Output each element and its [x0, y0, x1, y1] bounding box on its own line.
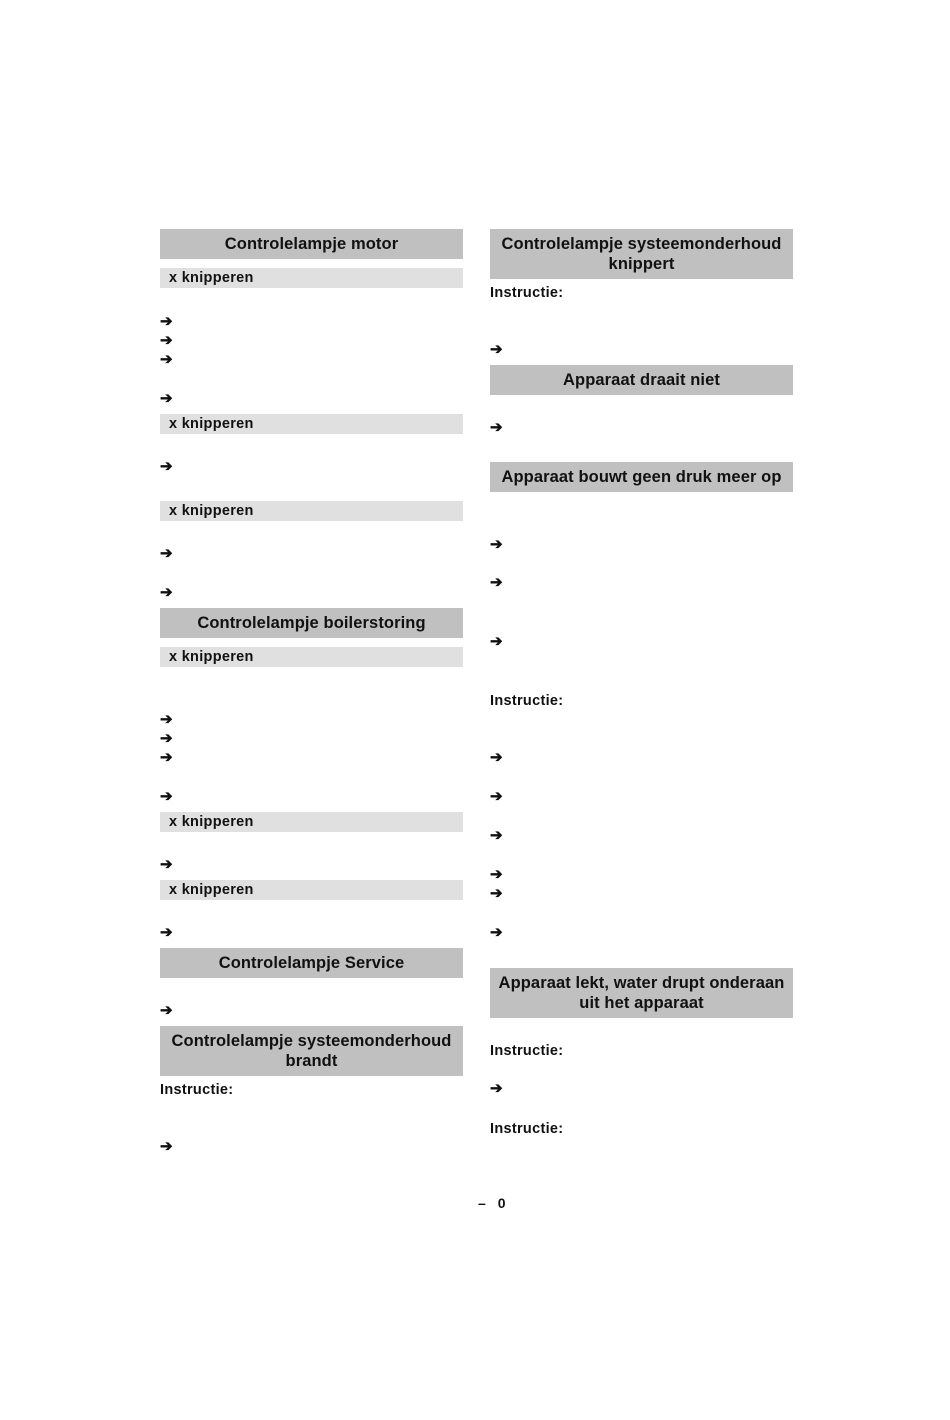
right-arrow-icon: ➔: [160, 1002, 173, 1019]
right-arrow-icon: ➔: [160, 351, 173, 368]
right-arrow-icon: ➔: [490, 341, 503, 358]
right-arrow-icon: ➔: [160, 584, 173, 601]
right-arrow-icon: ➔: [490, 924, 503, 941]
right-arrow-icon: ➔: [490, 419, 503, 436]
blink-bar: x knipperen: [160, 647, 463, 667]
right-arrow-icon: ➔: [490, 885, 503, 902]
blink-bar: x knipperen: [160, 268, 463, 288]
right-arrow-icon: ➔: [490, 633, 503, 650]
page-number: 0: [497, 1195, 506, 1211]
heading-apparaat-lekt: [490, 968, 793, 1018]
footer-dash: –: [478, 1195, 486, 1211]
instruction-label: Instructie:: [490, 1043, 564, 1059]
heading-text: Apparaat draait niet: [563, 371, 720, 389]
heading-systeemonderhoud-knippert: [490, 229, 793, 279]
right-arrow-icon: ➔: [160, 390, 173, 407]
right-arrow-icon: ➔: [160, 332, 173, 349]
instruction-label: Instructie:: [490, 1121, 564, 1137]
heading-controlelampje-service: [160, 948, 463, 978]
heading-apparaat-draait-niet: [490, 365, 793, 395]
right-arrow-icon: ➔: [490, 788, 503, 805]
page-footer: [478, 1194, 518, 1212]
heading-text: Controlelampje boilerstoring: [197, 614, 426, 632]
blink-bar: x knipperen: [160, 501, 463, 521]
heading-text: Apparaat bouwt geen druk meer op: [501, 468, 782, 486]
right-arrow-icon: ➔: [160, 788, 173, 805]
instruction-label: Instructie:: [160, 1082, 234, 1098]
right-arrow-icon: ➔: [160, 458, 173, 475]
right-arrow-icon: ➔: [160, 856, 173, 873]
heading-text: Controlelampje systeemonderhoud brandt: [171, 1032, 452, 1070]
right-arrow-icon: ➔: [490, 1080, 503, 1097]
right-arrow-icon: ➔: [490, 536, 503, 553]
blink-bar: x knipperen: [160, 812, 463, 832]
right-arrow-icon: ➔: [160, 711, 173, 728]
right-arrow-icon: ➔: [160, 313, 173, 330]
right-arrow-icon: ➔: [160, 545, 173, 562]
instruction-label: Instructie:: [490, 285, 564, 301]
instruction-label: Instructie:: [490, 693, 564, 709]
heading-controlelampje-boilerstoring: [160, 608, 463, 638]
right-arrow-icon: ➔: [160, 924, 173, 941]
right-arrow-icon: ➔: [160, 730, 173, 747]
right-arrow-icon: ➔: [490, 827, 503, 844]
heading-controlelampje-motor: [160, 229, 463, 259]
blink-bar: x knipperen: [160, 414, 463, 434]
right-arrow-icon: ➔: [490, 749, 503, 766]
right-arrow-icon: ➔: [160, 749, 173, 766]
heading-geen-druk: [490, 462, 793, 492]
heading-text: Controlelampje Service: [218, 954, 405, 972]
heading-text: Controlelampje systeemonderhoud knippert: [501, 235, 782, 273]
heading-systeemonderhoud-brandt: [160, 1026, 463, 1076]
right-arrow-icon: ➔: [160, 1138, 173, 1155]
right-arrow-icon: ➔: [490, 574, 503, 591]
blink-bar: x knipperen: [160, 880, 463, 900]
heading-text: Controlelampje motor: [224, 235, 399, 253]
right-arrow-icon: ➔: [490, 866, 503, 883]
heading-text: Apparaat lekt, water drupt onderaan uit het apparaat: [498, 974, 785, 1012]
